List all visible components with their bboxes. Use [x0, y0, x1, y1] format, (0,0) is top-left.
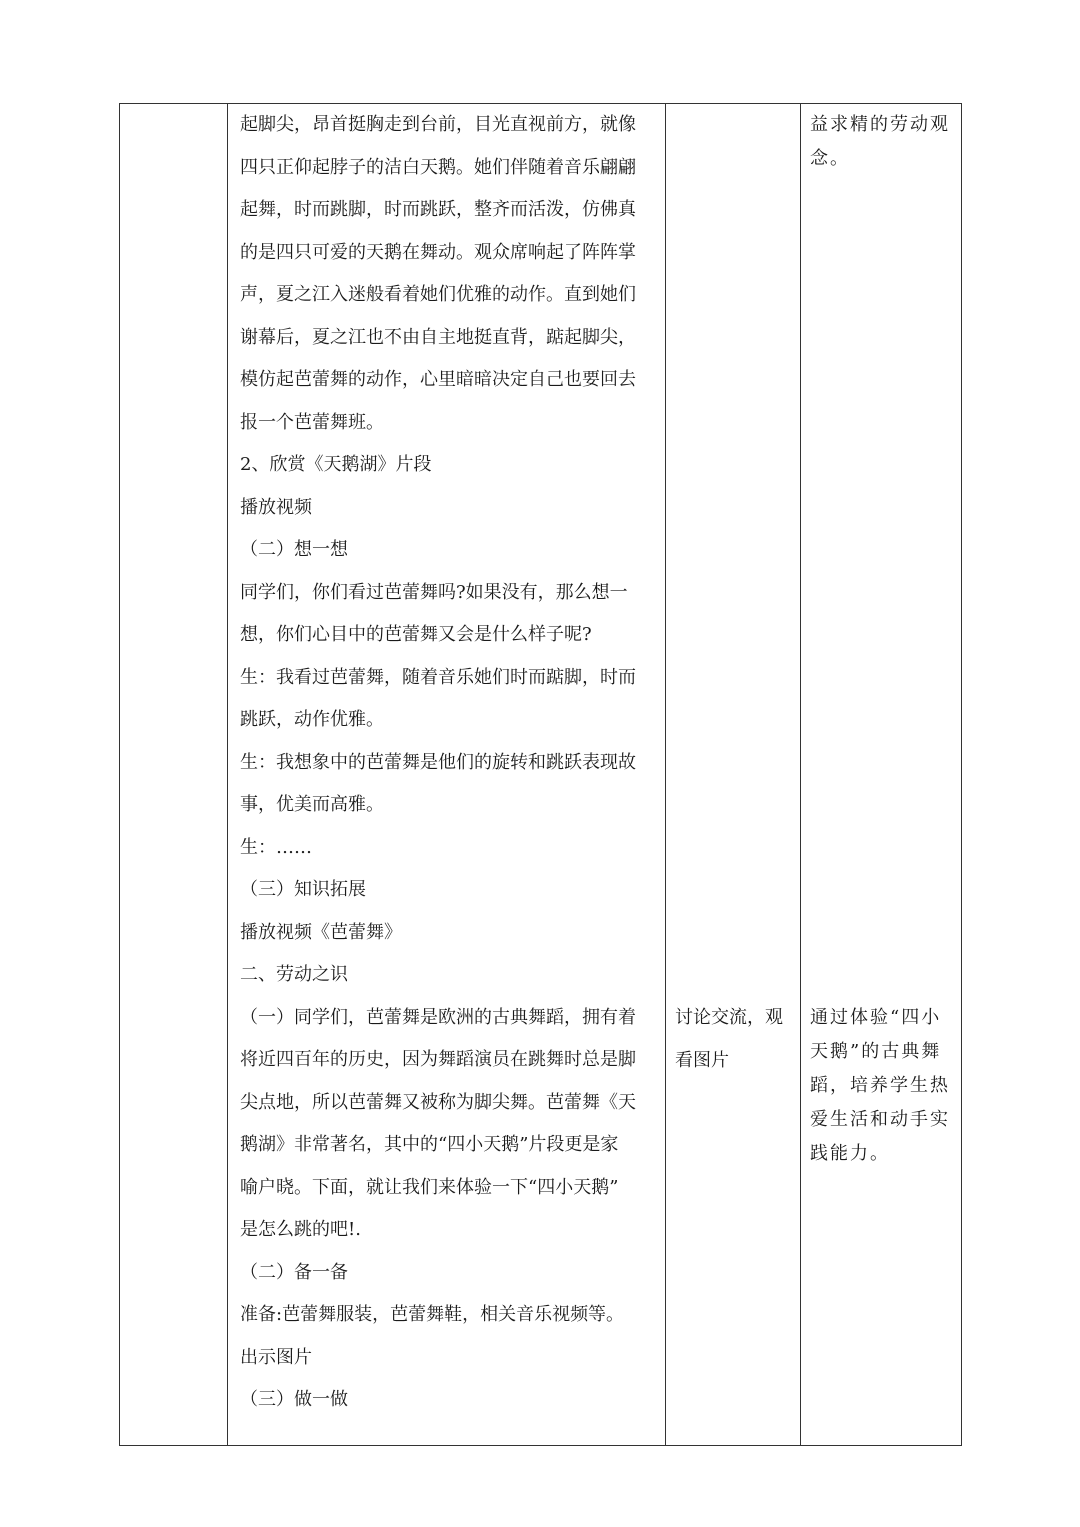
student-activity-column: [675, 997, 797, 1082]
text-line: 谢幕后，夏之江也不由自主地挺直背，踮起脚尖，: [240, 326, 636, 348]
text-line: （三）做一做: [240, 1389, 348, 1410]
goal-line: 通过体验“四小: [810, 1007, 942, 1028]
text-line: 准备:芭蕾舞服装，芭蕾舞鞋，相关音乐视频等。: [240, 1304, 625, 1325]
text-line: 模仿起芭蕾舞的动作，心里暗暗决定自己也要回去: [240, 369, 636, 390]
goal-line: 蹈，培养学生热: [810, 1075, 950, 1096]
text-line: 想，你们心目中的芭蕾舞又会是什么样子呢?: [240, 624, 592, 645]
text-line: 播放视频: [240, 496, 312, 518]
text-line: 尖点地，所以芭蕾舞又被称为脚尖舞。芭蕾舞《天: [240, 1091, 636, 1113]
text-line: 同学们，你们看过芭蕾舞吗?如果没有，那么想一: [240, 581, 628, 603]
goal-line: 天鹅”的古典舞: [810, 1041, 942, 1062]
text-line: 报一个芭蕾舞班。: [240, 411, 384, 433]
text-line: 声，夏之江入迷般看着她们优雅的动作。直到她们: [240, 284, 636, 305]
text-line: 鹅湖》非常著名，其中的“四小天鹅”片段更是家: [240, 1134, 619, 1155]
activity-line: 讨论交流，观: [675, 1007, 783, 1028]
column-divider: [665, 104, 666, 1445]
column-divider: [800, 104, 801, 1445]
text-line: 2、欣赏《天鹅湖》片段: [240, 454, 432, 475]
teaching-process-column: [240, 104, 658, 1422]
text-line: 出示图片: [240, 1346, 312, 1368]
text-line: 生：……: [240, 836, 312, 858]
text-line: 的是四只可爱的天鹅在舞动。观众席响起了阵阵掌: [240, 241, 636, 263]
activity-line: 看图片: [675, 1049, 729, 1071]
teaching-process-text: [240, 104, 658, 1422]
goal-line: 爱生活和动手实: [810, 1109, 950, 1130]
text-line: （三）知识拓展: [240, 879, 366, 900]
text-line: 喻户晓。下面，就让我们来体验一下“四小天鹅”: [240, 1176, 619, 1198]
text-line: 四只正仰起脖子的洁白天鹅。她们伴随着音乐翩翩: [240, 156, 636, 178]
lesson-plan-table: [119, 103, 962, 1446]
goal-line: 践能力。: [810, 1143, 890, 1164]
text-line: 跳跃，动作优雅。: [240, 709, 384, 730]
goal-line: 益求精的劳动观: [810, 114, 950, 135]
text-line: 事，优美而高雅。: [240, 794, 384, 815]
text-line: 生：我看过芭蕾舞，随着音乐她们时而踮脚，时而: [240, 666, 636, 688]
text-line: 起舞，时而跳脚，时而跳跃，整齐而活泼，仿佛真: [240, 199, 636, 220]
design-intent-top: [810, 104, 955, 176]
text-line: 是怎么跳的吧!.: [240, 1219, 361, 1240]
text-line: （二）备一备: [240, 1261, 348, 1283]
text-line: 起脚尖，昂首挺胸走到台前，目光直视前方，就像: [240, 114, 636, 135]
text-line: （一）同学们，芭蕾舞是欧洲的古典舞蹈，拥有着: [240, 1006, 636, 1028]
text-line: （二）想一想: [240, 539, 348, 560]
goal-line: 念。: [810, 148, 850, 169]
design-intent-bottom: [810, 997, 955, 1171]
text-line: 生：我想象中的芭蕾舞是他们的旋转和跳跃表现故: [240, 751, 636, 773]
column-divider: [227, 104, 228, 1445]
text-line: 二、劳动之识: [240, 964, 348, 985]
text-line: 播放视频《芭蕾舞》: [240, 921, 402, 943]
text-line: 将近四百年的历史，因为舞蹈演员在跳舞时总是脚: [240, 1049, 636, 1070]
